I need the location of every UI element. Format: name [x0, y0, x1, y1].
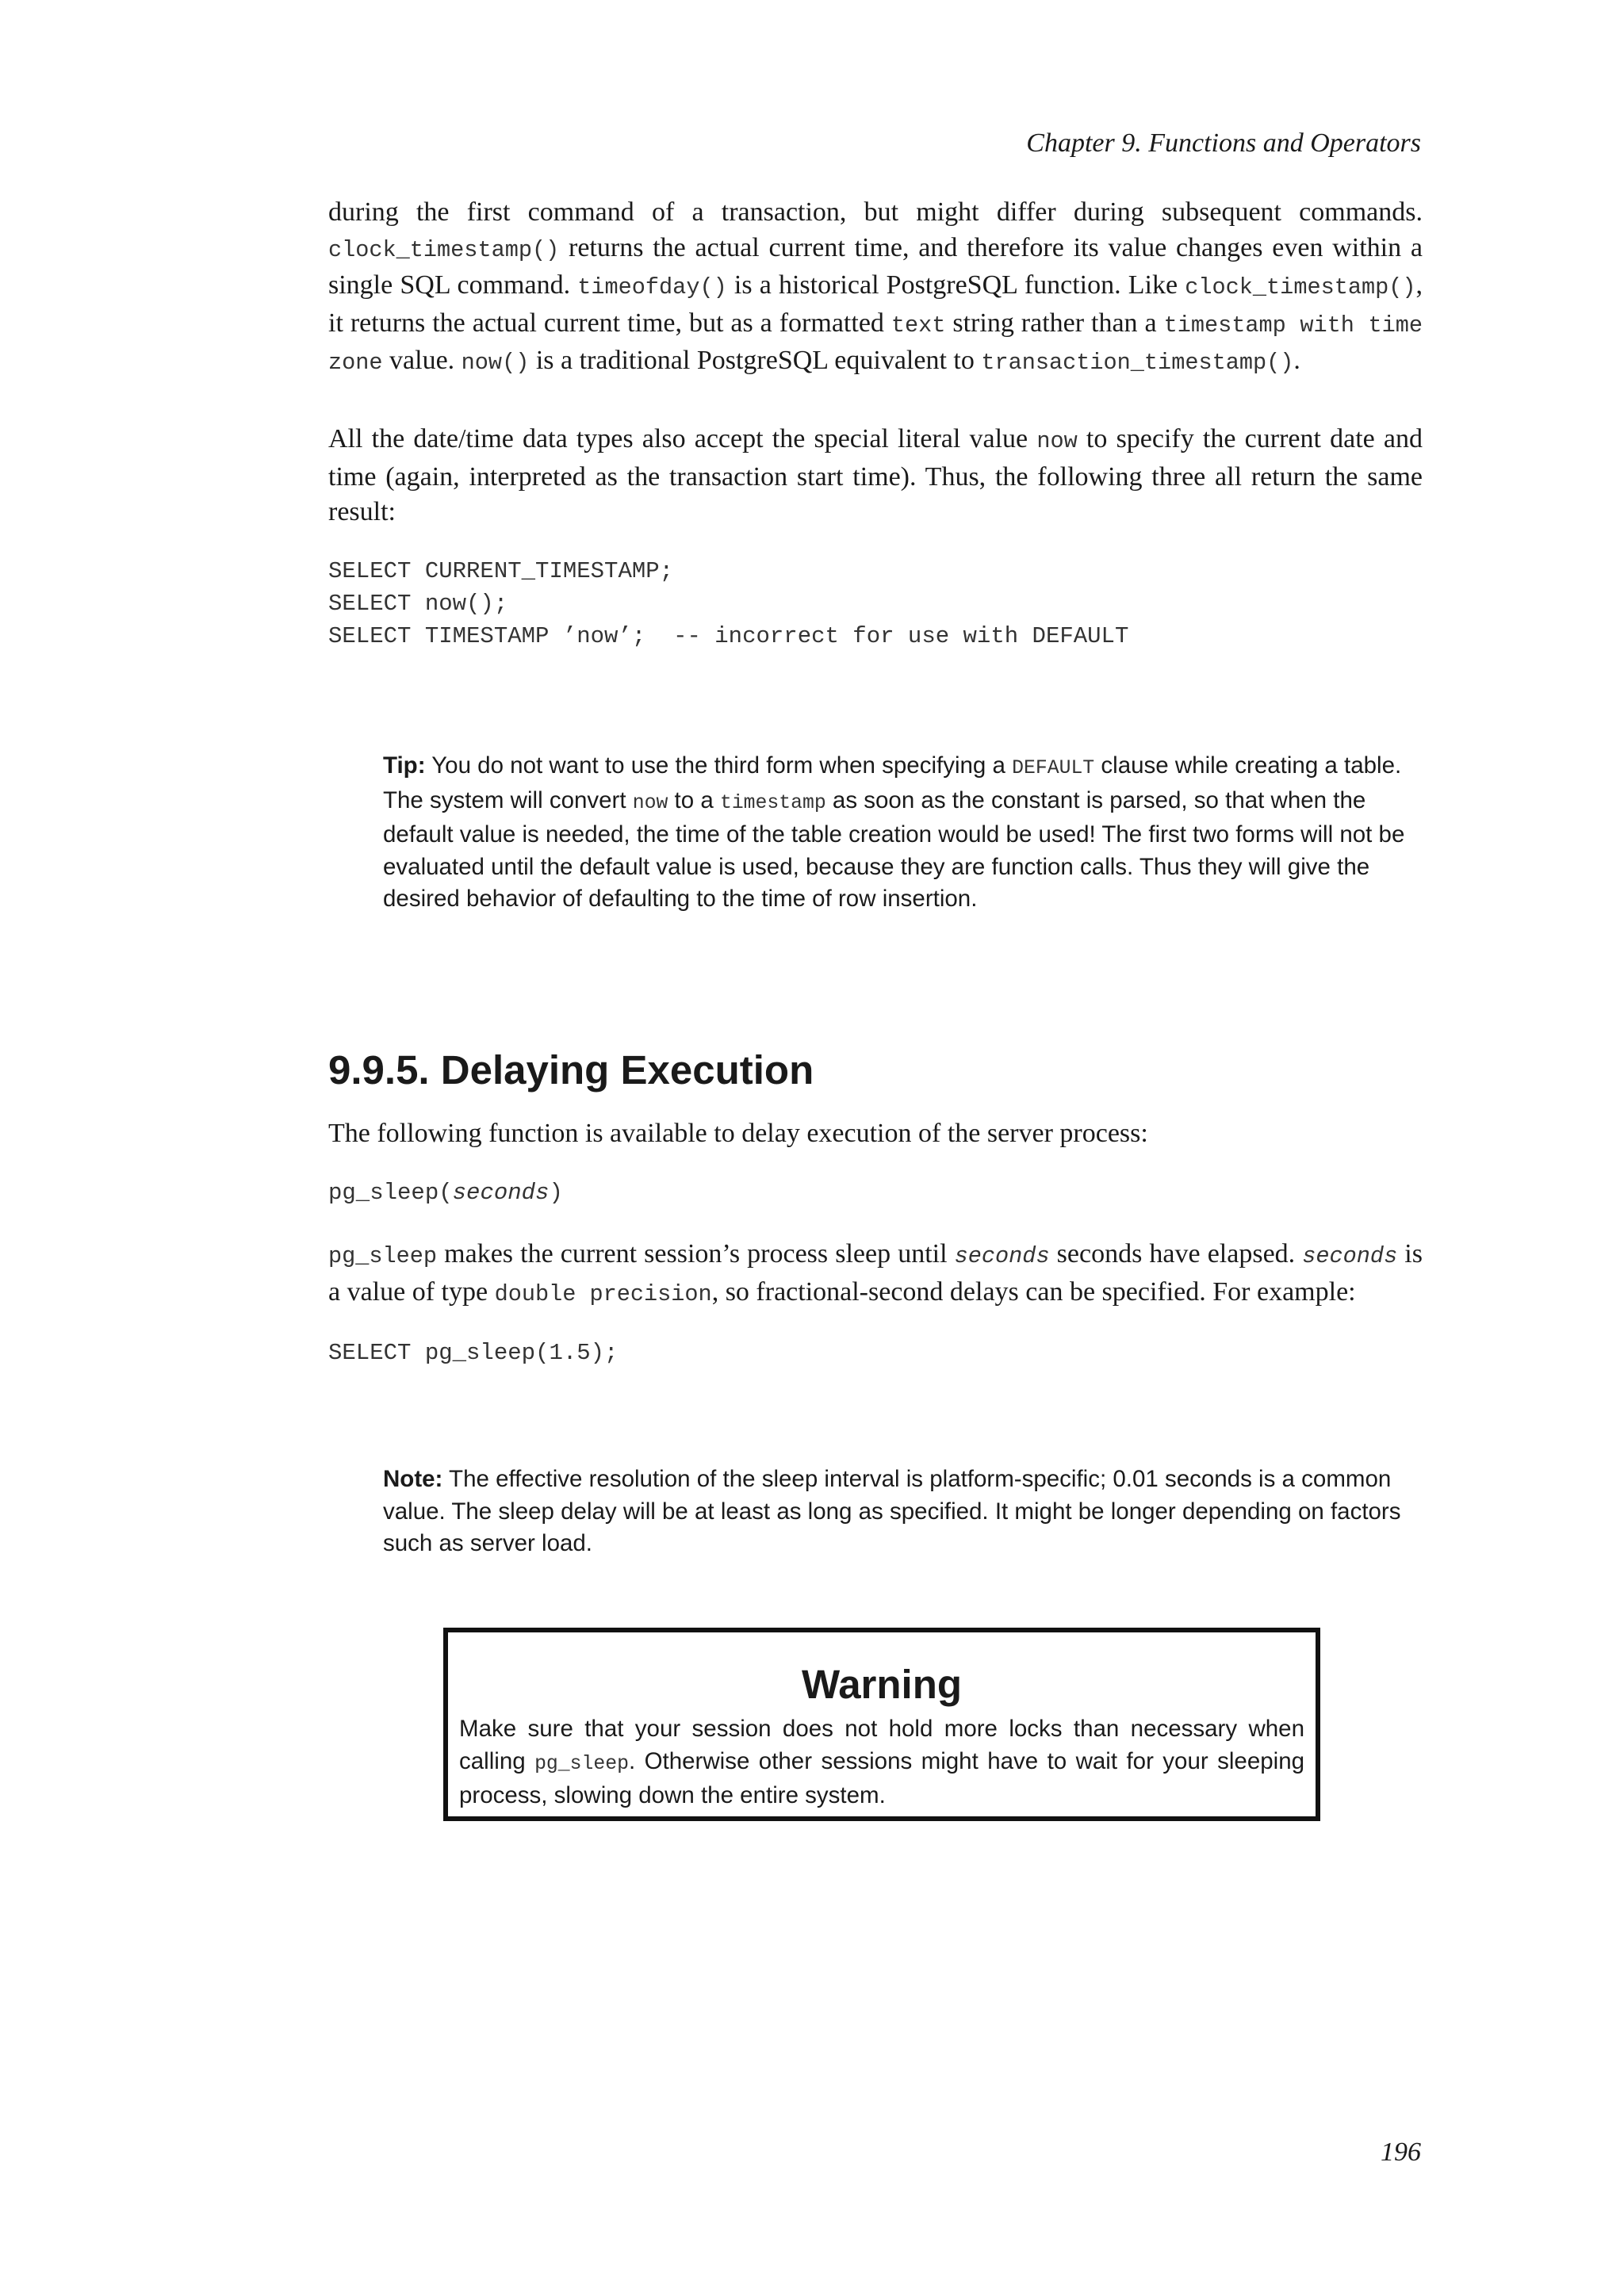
- inline-code: double precision: [494, 1280, 712, 1307]
- inline-code: now: [632, 791, 668, 814]
- inline-code: now: [1036, 428, 1078, 454]
- tip-label: Tip:: [383, 752, 426, 779]
- inline-code: text: [891, 312, 946, 339]
- inline-code: pg_sleep: [328, 1243, 438, 1269]
- warning-title: Warning: [801, 1662, 963, 1707]
- code-block-now-examples: [328, 555, 1128, 652]
- tip-admonition: Tip: You do not want to use the third form when specifying a DEFAULT clause while creating a table. The system will convert now to a timestamp as soon as the constant is parsed, so that when the default value is needed, the time of the table creation would be used! The first two forms will not be evaluated until the default value is used, because they are function calls. Thus they will give the desired behavior of defaulting to the time of row insertion.: [383, 752, 1405, 912]
- inline-parameter: seconds: [954, 1243, 1050, 1269]
- code-line: SELECT CURRENT_TIMESTAMP;: [328, 558, 674, 584]
- inline-code: clock_timestamp(): [1185, 274, 1416, 300]
- inline-code: clock_timestamp(): [328, 236, 560, 263]
- inline-code: timestamp with time zone: [328, 312, 1423, 376]
- inline-parameter: seconds: [1302, 1243, 1398, 1269]
- section-heading: 9.9.5. Delaying Execution: [328, 1047, 814, 1093]
- warning-box: [443, 1628, 1320, 1821]
- page-number: 196: [1381, 2137, 1421, 2167]
- body-paragraph-intro: The following function is available to delay execution of the server process:: [328, 1119, 1148, 1148]
- code-block-pg-sleep-example: [328, 1337, 618, 1369]
- code-line: SELECT pg_sleep(1.5);: [328, 1340, 619, 1366]
- function-signature: pg_sleep(seconds): [328, 1180, 563, 1206]
- body-paragraph-timestamps: during the first command of a transaction, but might differ during subsequent commands. clock_timestamp() returns the actual current time, and therefore its value changes even within a single SQL command. timeofday() is a historical PostgreSQL function. Like clock_timestamp(), it returns the actual current time, but as a formatted text string rather than a timestamp with time zone value. now() is a traditional PostgreSQL equivalent to transaction_timestamp().: [328, 197, 1423, 376]
- note-admonition: Note: The effective resolution of the sleep interval is platform-specific; 0.01 seconds is a common value. The sleep delay will be at least as long as specified. It might be longer depending on factors such as server load.: [383, 1466, 1401, 1556]
- code-line: SELECT now();: [328, 591, 508, 617]
- inline-code: pg_sleep: [534, 1752, 629, 1775]
- inline-code: now(): [461, 350, 530, 376]
- code-line: SELECT TIMESTAMP ’now’; -- incorrect for use with DEFAULT: [328, 623, 1129, 649]
- body-paragraph-now-literal: All the date/time data types also accept the special literal value now to specify the current date and time (again, interpreted as the transaction start time). Thus, the following three all return the same result:: [328, 424, 1423, 526]
- inline-code: DEFAULT: [1012, 757, 1095, 779]
- running-header: Chapter 9. Functions and Operators: [1026, 128, 1421, 158]
- inline-code: transaction_timestamp(): [981, 350, 1294, 376]
- body-paragraph-pg-sleep: pg_sleep makes the current session’s process sleep until seconds seconds have elapsed. seconds is a value of type double precision, so fractional-second delays can be specified. For example:: [328, 1239, 1423, 1307]
- inline-code: timeofday(): [577, 274, 727, 300]
- note-label: Note:: [383, 1466, 443, 1492]
- inline-code: timestamp: [719, 791, 826, 814]
- warning-text: Make sure that your session does not hold more locks than necessary when calling pg_sleep. Otherwise other sessions might have to wait for your sleeping process, slowing down the entire system.: [459, 1716, 1305, 1808]
- signature-argument: seconds: [452, 1180, 550, 1206]
